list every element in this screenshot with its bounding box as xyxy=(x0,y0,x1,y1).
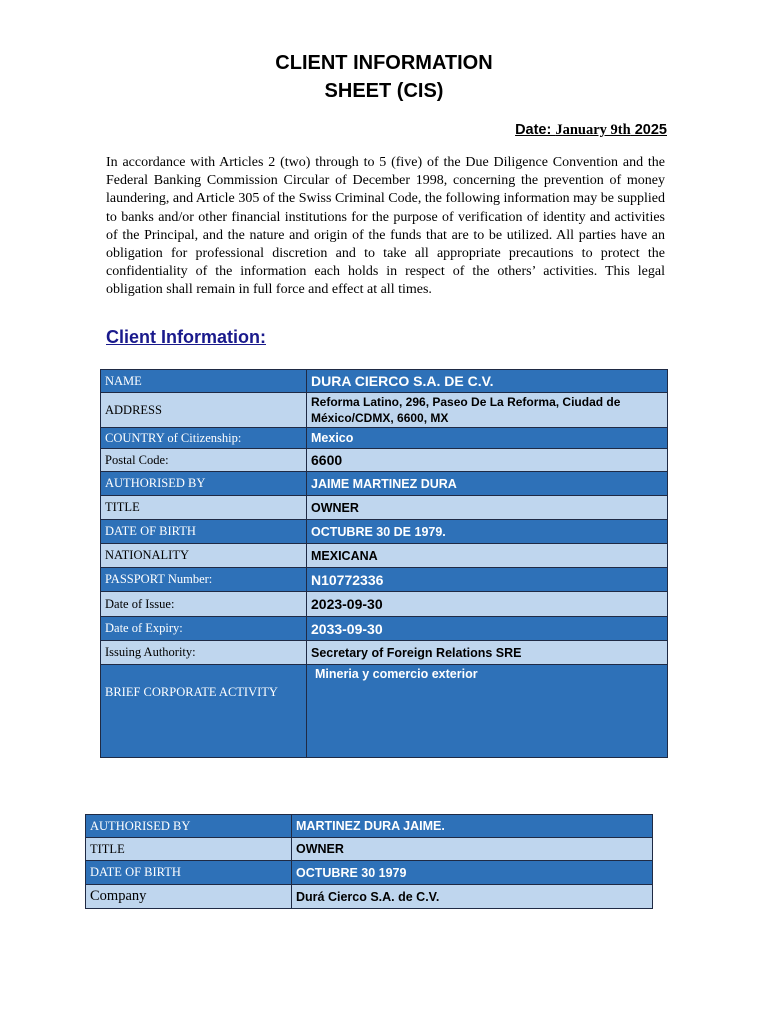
authorised-by-label: AUTHORISED BY xyxy=(101,472,307,496)
issuing-authority-value: Secretary of Foreign Relations SRE xyxy=(307,641,668,665)
table-row-address xyxy=(101,393,668,428)
table-row-corporate-activity xyxy=(101,665,668,758)
authorised-signatory-table xyxy=(85,814,653,909)
table-row-postal-code xyxy=(101,449,668,472)
title-label: TITLE xyxy=(101,496,307,520)
company-label: Company xyxy=(86,885,292,909)
section-heading-client-information: Client Information: xyxy=(106,327,266,347)
passport-number-label: PASSPORT Number: xyxy=(101,568,307,592)
table-row-issuing-authority xyxy=(101,641,668,665)
date-of-expiry-value: 2033-09-30 xyxy=(307,617,668,641)
title-value: OWNER xyxy=(292,838,653,861)
date-of-birth-value: OCTUBRE 30 1979 xyxy=(292,861,653,885)
date-of-expiry-label: Date of Expiry: xyxy=(101,617,307,641)
nationality-label: NATIONALITY xyxy=(101,544,307,568)
country-label: COUNTRY of Citizenship: xyxy=(101,428,307,449)
date-year: 2025 xyxy=(630,122,667,138)
date-value: January 9th xyxy=(555,122,631,138)
table-row-date-of-expiry xyxy=(101,617,668,641)
passport-number-value: N10772336 xyxy=(307,568,668,592)
table-row-name xyxy=(101,370,668,393)
date-of-issue-value: 2023-09-30 xyxy=(307,592,668,617)
table-row-date-of-birth xyxy=(101,520,668,544)
address-value: Reforma Latino, 296, Paseo De La Reforma, Ciudad de México/CDMX, 6600, MX xyxy=(307,393,668,428)
title-label: TITLE xyxy=(86,838,292,861)
table-row-nationality xyxy=(101,544,668,568)
document-title-line1: CLIENT INFORMATION xyxy=(275,52,493,74)
table-row-passport-number xyxy=(101,568,668,592)
authorised-by-label: AUTHORISED BY xyxy=(86,815,292,838)
document-title-line2: SHEET (CIS) xyxy=(324,80,444,102)
date-label: Date: xyxy=(515,122,556,138)
postal-code-value: 6600 xyxy=(307,449,668,472)
table-row-date-of-birth xyxy=(86,861,653,885)
date-of-issue-label: Date of Issue: xyxy=(101,592,307,617)
date-of-birth-label: DATE OF BIRTH xyxy=(101,520,307,544)
postal-code-label: Postal Code: xyxy=(101,449,307,472)
corporate-activity-value: Mineria y comercio exterior xyxy=(307,665,668,758)
table-row-title xyxy=(101,496,668,520)
company-value: Durá Cierco S.A. de C.V. xyxy=(292,885,653,909)
authorised-by-value: JAIME MARTINEZ DURA xyxy=(307,472,668,496)
table-row-company xyxy=(86,885,653,909)
address-label: ADDRESS xyxy=(101,393,307,428)
country-value: Mexico xyxy=(307,428,668,449)
document-date xyxy=(515,122,667,139)
name-value: DURA CIERCO S.A. DE C.V. xyxy=(307,370,668,393)
title-value: OWNER xyxy=(307,496,668,520)
issuing-authority-label: Issuing Authority: xyxy=(101,641,307,665)
authorised-by-value: MARTINEZ DURA JAIME. xyxy=(292,815,653,838)
table-row-date-of-issue xyxy=(101,592,668,617)
name-label: NAME xyxy=(101,370,307,393)
table-row-title xyxy=(86,838,653,861)
nationality-value: MEXICANA xyxy=(307,544,668,568)
date-of-birth-label: DATE OF BIRTH xyxy=(86,861,292,885)
client-information-table xyxy=(100,369,668,758)
table-row-authorised-by xyxy=(101,472,668,496)
corporate-activity-label: BRIEF CORPORATE ACTIVITY xyxy=(101,665,307,758)
intro-paragraph: In accordance with Articles 2 (two) through to 5 (five) of the Due Diligence Convention and the Federal Banking Commission Circular of December 1998, concerning the prevention of money laundering, and Article 305 of the Swiss Criminal Code, the following information may be supplied to banks and/or other financial institutions for the purpose of verification of identity and activities of the Principal, and the nature and origin of the funds that are to be utilized. All parties have an obligation for professional discretion and to take all appropriate precautions to protect the confidentiality of the information each holds in respect of the others’ activities. This legal obligation shall remain in full force and effect at all times. xyxy=(106,155,665,298)
table-row-authorised-by xyxy=(86,815,653,838)
table-row-country xyxy=(101,428,668,449)
date-of-birth-value: OCTUBRE 30 DE 1979. xyxy=(307,520,668,544)
